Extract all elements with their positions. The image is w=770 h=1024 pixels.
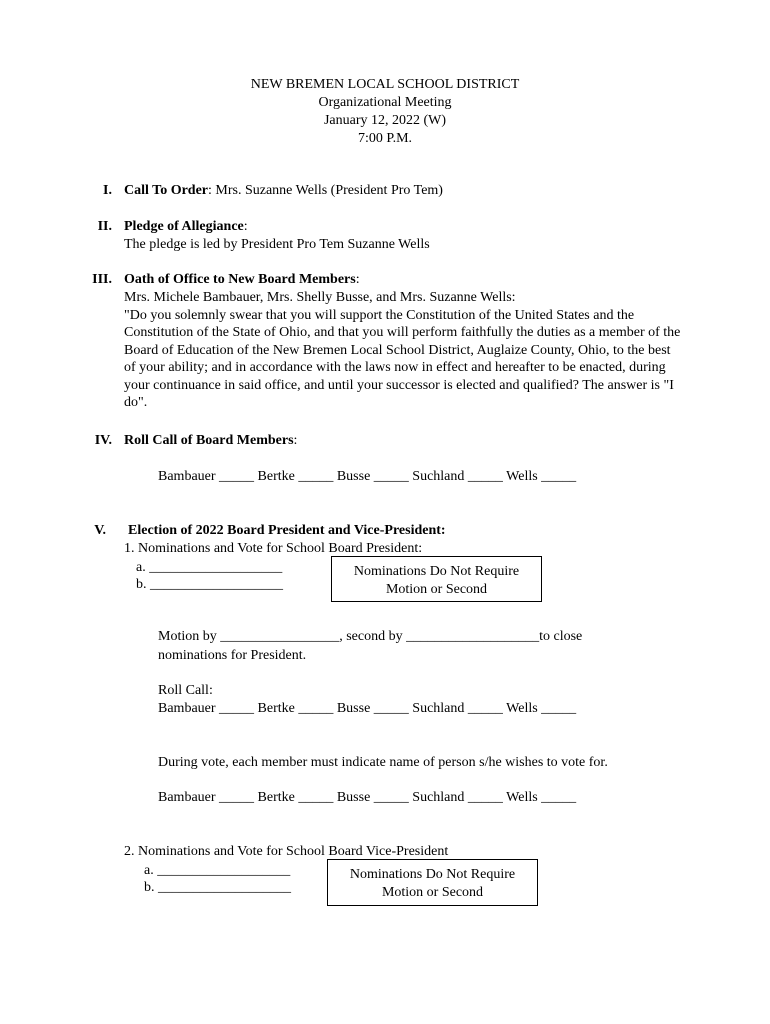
motion-line-2: nominations for President.	[158, 648, 307, 663]
meeting-time: 7:00 P.M.	[357, 131, 413, 146]
section-2-number: II.	[97, 219, 112, 234]
nominations-note-line1: Nominations Do Not Require	[353, 564, 520, 579]
motion-line: Motion by _________________, second by ___________________to close	[158, 629, 583, 644]
section-4-number: IV.	[94, 433, 112, 448]
section-5-title: Election of 2022 Board President and Vice-President:	[128, 523, 446, 538]
roll-call-label: Roll Call:	[158, 683, 213, 698]
section-5-number: V.	[94, 523, 106, 538]
section-1-number: I.	[103, 183, 112, 198]
meeting-title: Organizational Meeting	[318, 95, 452, 110]
section-1-text: : Mrs. Suzanne Wells (President Pro Tem)	[208, 183, 443, 198]
president-roll-call-line: Bambauer _____ Bertke _____ Busse _____ Suchland _____ Wells _____	[158, 701, 577, 716]
oath-text: "Do you solemnly swear that you will support the Constitution of the United States and the Constitution of the State of Ohio, and that you will perform faithfully the duties as a member of the Board of Education of the New Bremen Local School District, Auglaize County, Ohio, to the best of your ability; and in accordance with the laws now in effect and hereafter to be enacted, during your continuance in said office, and until your successor is elected and qualified? The answer is "I do".	[124, 308, 681, 411]
district-title: NEW BREMEN LOCAL SCHOOL DISTRICT	[250, 77, 520, 92]
vice-president-nominee-b: b. ___________________	[144, 880, 291, 895]
oath-names: Mrs. Michele Bambauer, Mrs. Shelly Busse, and Mrs. Suzanne Wells:	[124, 290, 516, 305]
vice-nominations-note-line1: Nominations Do Not Require	[349, 867, 516, 882]
section-3-heading	[124, 271, 360, 289]
president-nominee-b: b. ___________________	[136, 577, 283, 592]
section-2-title: Pledge of Allegiance	[124, 219, 244, 234]
section-4-colon: :	[293, 433, 298, 448]
section-3-number: III.	[92, 272, 112, 287]
section-4-heading	[124, 432, 297, 450]
nominations-note-box	[331, 556, 542, 602]
vice-president-nominee-a: a. ___________________	[144, 863, 291, 878]
vice-president-nominations-heading: 2. Nominations and Vote for School Board Vice-President	[124, 844, 449, 859]
president-nominee-a: a. ___________________	[136, 560, 283, 575]
section-2-colon: :	[243, 219, 248, 234]
president-vote-line: Bambauer _____ Bertke _____ Busse _____ Suchland _____ Wells _____	[158, 790, 577, 805]
vice-nominations-note-box	[327, 859, 538, 906]
meeting-date: January 12, 2022 (W)	[323, 113, 447, 128]
pledge-text: The pledge is led by President Pro Tem Suzanne Wells	[124, 237, 430, 252]
roll-call-line: Bambauer _____ Bertke _____ Busse _____ Suchland _____ Wells _____	[158, 469, 577, 484]
vote-instruction: During vote, each member must indicate name of person s/he wishes to vote for.	[158, 755, 608, 770]
nominations-note-line2: Motion or Second	[385, 582, 488, 597]
president-nominations-heading: 1. Nominations and Vote for School Board President:	[124, 541, 423, 556]
section-3-title: Oath of Office to New Board Members	[124, 272, 356, 287]
section-1-title: Call To Order	[124, 183, 209, 198]
section-1	[124, 182, 443, 200]
vice-nominations-note-line2: Motion or Second	[381, 885, 484, 900]
section-2-heading	[124, 218, 248, 236]
section-3-colon: :	[355, 272, 360, 287]
section-4-title: Roll Call of Board Members	[124, 433, 294, 448]
